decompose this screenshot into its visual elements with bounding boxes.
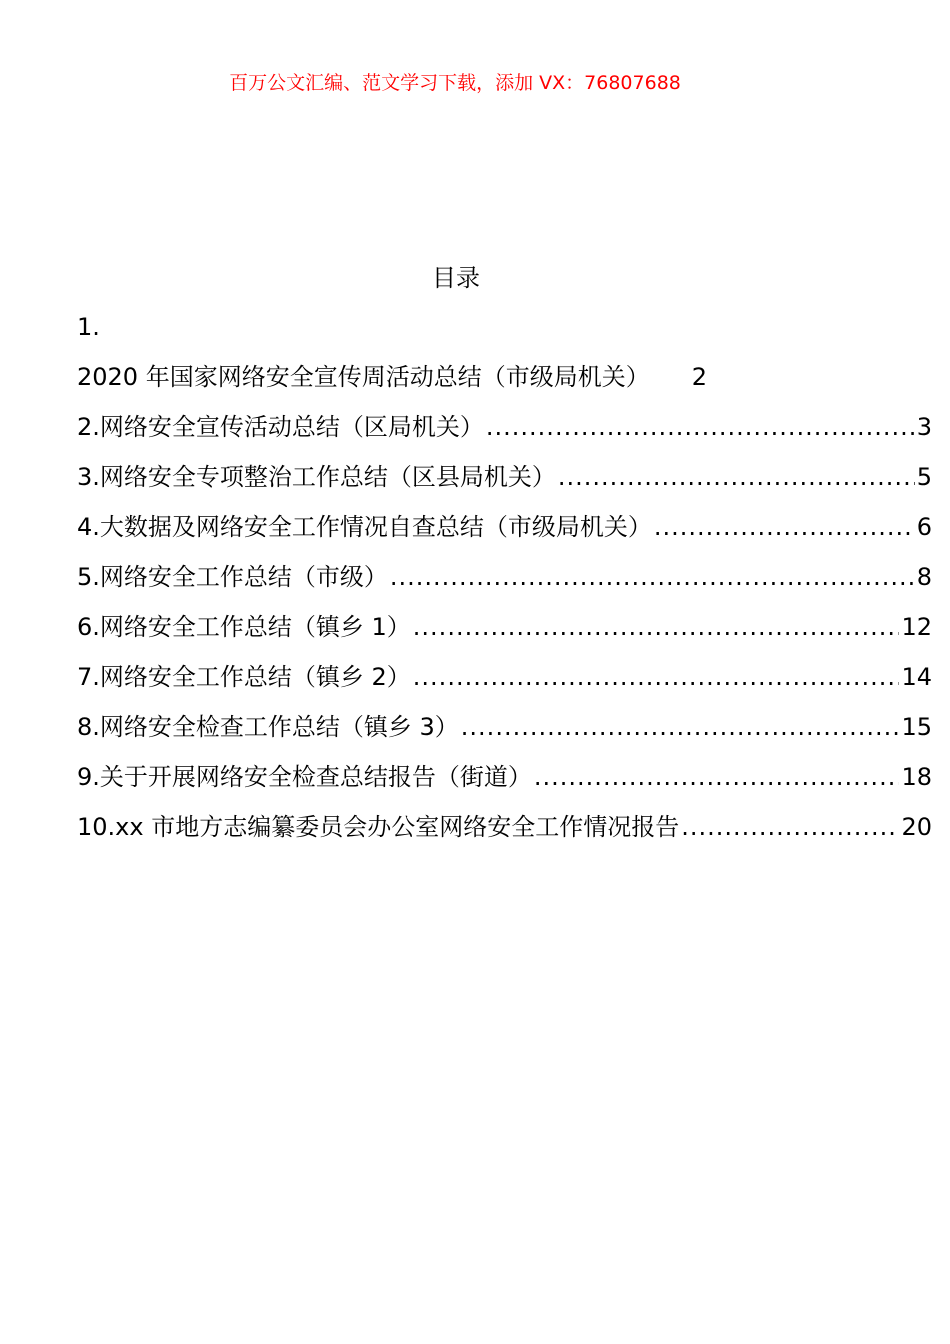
toc-entry-text: 9.关于开展网络安全检查总结报告（街道） <box>77 763 532 791</box>
toc-entry-text: 8.网络安全检查工作总结（镇乡 3） <box>77 713 459 741</box>
dot-leader <box>461 702 900 752</box>
toc-entry-5[interactable] <box>77 552 932 602</box>
toc-entry-text: 4.大数据及网络安全工作情况自查总结（市级局机关） <box>77 513 652 541</box>
toc-entry-page: 2 <box>691 363 707 391</box>
toc-entry-text: 5.网络安全工作总结（市级） <box>77 563 388 591</box>
toc-entry-page: 20 <box>901 813 932 841</box>
toc-entry-3[interactable] <box>77 452 932 502</box>
toc-entry-9[interactable] <box>77 752 932 802</box>
dot-leader <box>558 452 915 502</box>
dot-leader <box>413 602 900 652</box>
toc-entry-page: 5 <box>916 463 932 491</box>
toc-entry-7[interactable] <box>77 652 932 702</box>
dot-leader <box>681 802 899 852</box>
toc-entry-text: 2020 年国家网络安全宣传周活动总结（市级局机关） <box>77 363 650 391</box>
toc-entry-page: 12 <box>901 613 932 641</box>
toc-entry-text: 6.网络安全工作总结（镇乡 1） <box>77 613 411 641</box>
toc-entry-page: 6 <box>916 513 932 541</box>
toc-entry-6[interactable] <box>77 602 932 652</box>
dot-leader <box>413 652 900 702</box>
dot-leader <box>486 402 915 452</box>
toc-entry-4[interactable] <box>77 502 932 552</box>
table-of-contents <box>77 302 932 852</box>
dot-leader <box>534 752 900 802</box>
toc-entry-page: 3 <box>916 413 932 441</box>
toc-entry-text: 3.网络安全专项整治工作总结（区县局机关） <box>77 463 556 491</box>
toc-entry-10[interactable] <box>77 802 932 852</box>
toc-entry-2[interactable] <box>77 402 932 452</box>
toc-entry-page: 8 <box>916 563 932 591</box>
toc-entry-page: 14 <box>901 663 932 691</box>
toc-title: 目录 <box>432 264 480 292</box>
header-note: 百万公文汇编、范文学习下载，添加 VX：76807688 <box>229 72 681 94</box>
toc-entry-page: 15 <box>901 713 932 741</box>
toc-entry-1[interactable] <box>77 352 932 402</box>
toc-entry-text: 10.xx 市地方志编纂委员会办公室网络安全工作情况报告 <box>77 813 680 841</box>
dot-leader <box>654 502 915 552</box>
toc-entry-page: 18 <box>901 763 932 791</box>
toc-entry-1-number: 1. <box>77 313 100 341</box>
toc-entry-text: 7.网络安全工作总结（镇乡 2） <box>77 663 411 691</box>
dot-leader <box>390 552 915 602</box>
toc-entry-8[interactable] <box>77 702 932 752</box>
toc-entry-text: 2.网络安全宣传活动总结（区局机关） <box>77 413 484 441</box>
